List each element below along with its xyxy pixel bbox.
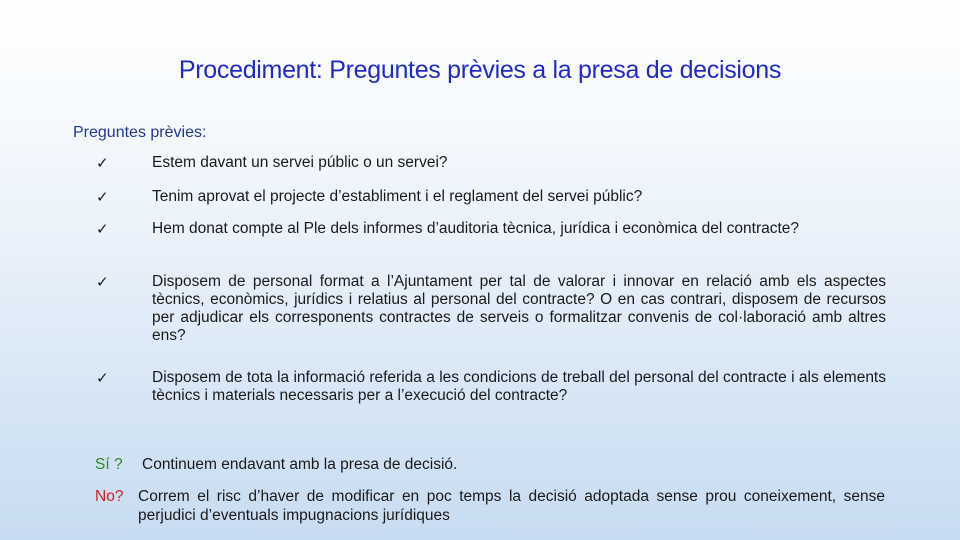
section-heading: Preguntes prèvies:: [73, 124, 207, 141]
list-item-text: Disposem de personal format a l’Ajuntament per tal de valorar i innovar en relació amb els aspectes tècnics, econòmics, jurídics i relatius al personal del contracte? O en cas contrari, disposem de recursos per adjudicar els corresponents contractes de serveis o formalitzar convenis de col·laboració amb altres ens?: [152, 273, 886, 344]
checkmark-icon: ✓: [96, 273, 109, 291]
list-item: [96, 220, 886, 238]
list-item: [96, 273, 886, 345]
list-item-text: Tenim aprovat el projecte d’establiment i el reglament del servei públic?: [152, 188, 643, 205]
checkmark-icon: ✓: [96, 369, 109, 387]
list-item: [96, 154, 886, 172]
checkmark-icon: ✓: [96, 188, 109, 206]
answer-no-label: No?: [95, 488, 124, 505]
answer-yes-label: Sí ?: [95, 456, 123, 473]
slide-title: Procediment: Preguntes prèvies a la presa de decisions: [178, 56, 782, 84]
list-item-text: Disposem de tota la informació referida a les condicions de treball del personal del contracte i als elements tècnics i materials necessaris per a l’execució del contracte?: [152, 369, 886, 404]
checkmark-icon: ✓: [96, 154, 109, 172]
answer-yes-text: Continuem endavant amb la presa de decisió.: [142, 456, 458, 473]
answer-no: [95, 487, 885, 525]
list-item: [96, 369, 886, 405]
list-item-text: Estem davant un servei públic o un servei?: [152, 154, 448, 171]
answer-yes: [95, 455, 885, 474]
answer-no-text: Correm el risc d’haver de modificar en poc temps la decisió adoptada sense prou coneixement, sense perjudici d’eventuals impugnacions jurídiques: [138, 488, 885, 524]
list-item-text: Hem donat compte al Ple dels informes d’auditoria tècnica, jurídica i econòmica del contracte?: [152, 220, 800, 237]
list-item: [96, 188, 886, 206]
checkmark-icon: ✓: [96, 220, 109, 238]
